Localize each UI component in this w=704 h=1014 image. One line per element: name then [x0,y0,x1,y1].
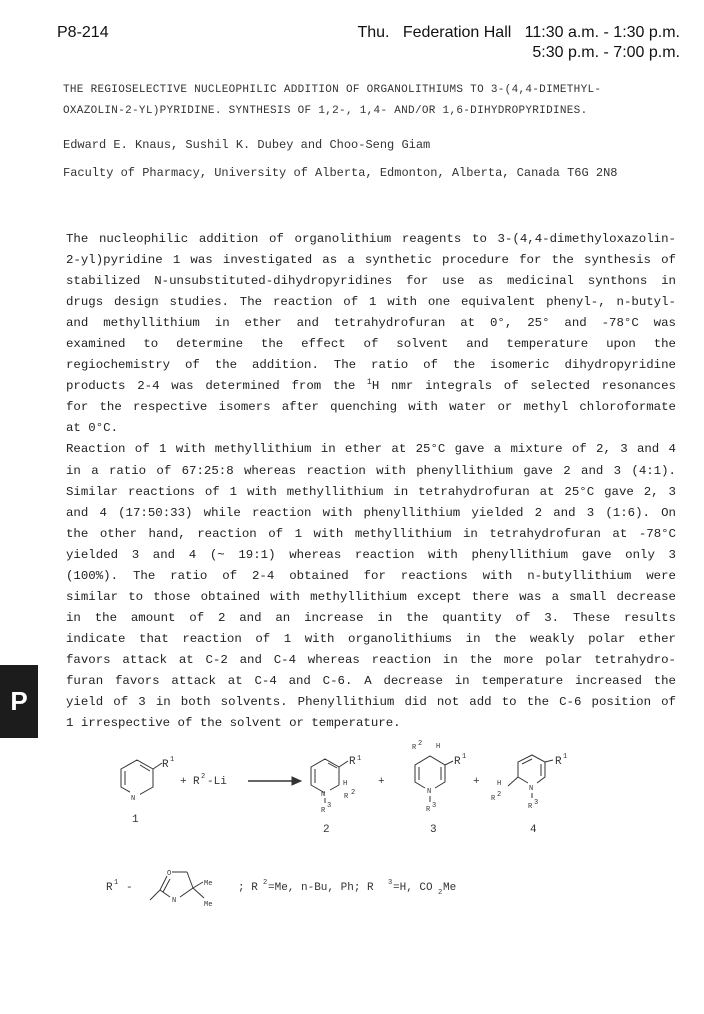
r1-label: R [162,759,169,771]
abstract-line: in the amount of 2 and an increase in the quantity of 3. These results [66,610,676,625]
nitrogen-label: N [427,788,432,796]
session-day: Thu. [357,24,390,41]
plus-sign: + [473,776,480,788]
abstract-line: and 4 (17:50:33) while reaction with phenyllithium yielded 2 and 3 (1:6). On [66,505,676,520]
superscript: 3 [327,802,332,810]
compound-label-1: 1 [132,814,139,826]
superscript: 3 [534,799,539,807]
substituents-text: =Me, n-Bu, Ph; R [268,882,374,894]
abstract-line: examined to determine the effect of solvent and temperature upon the [66,337,676,352]
abstract-line: furan favors attack at C-4 and C-6. A decrease in temperature increased the [66,673,676,688]
reagent: R [193,776,200,788]
methyl-label: Me [204,901,213,909]
hydrogen-label: H [497,780,502,788]
superscript: 1 [170,756,175,764]
r2-label: R [412,744,417,752]
reagent-tail: -Li [207,776,227,788]
abstract-line: yielded 3 and 4 (~ 19:1) whereas reaction with phenyllithium gave only 3 [66,547,676,562]
compound-label-2: 2 [323,824,330,836]
session-time-1: 11:30 a.m. - 1:30 p.m. [524,24,680,41]
abstract-line: drugs design studies. The reaction of 1 with one equivalent phenyl-, n-butyl- [66,295,676,310]
r2-label: R [491,795,496,803]
superscript: 2 [201,773,206,781]
hydrogen-label: H [436,743,441,751]
superscript: 3 [388,879,393,887]
abstract-line: products 2-4 was determined from the $^1$H nmr integrals of selected resonances [66,378,676,394]
oxygen-label: O [167,870,172,878]
substituents-text: Me [443,882,457,894]
substituents-text: ; R [238,882,258,894]
r3-label: R [528,803,533,811]
abstract-body [66,229,676,734]
oxazoline-substituent-definition [106,870,456,909]
affiliation: Faculty of Pharmacy, University of Alberta, Edmonton, Alberta, Canada T6G 2N8 [63,166,618,180]
nitrogen-label: N [529,785,534,793]
superscript: 1 [563,753,568,761]
methyl-label: Me [204,880,213,888]
abstract-line: stabilized N-unsubstituted-dihydropyridines for use as medicinal synthons in [66,274,676,289]
r1-label: R [349,756,356,768]
compound-label-3: 3 [430,824,437,836]
superscript: 1 [357,755,362,763]
nitrogen-label: N [131,795,136,803]
session-time-2: 5:30 p.m. - 7:00 p.m. [532,44,680,61]
superscript: 2 [351,789,356,797]
superscript: 2 [263,879,268,887]
abstract-code: P8-214 [57,24,109,41]
reaction-scheme [90,740,670,920]
abstract-line: 1 irrespective of the solvent or temperature. [66,716,401,731]
dihydropyridine-structure-2 [311,755,361,836]
dihydropyridine-structure-4 [491,753,567,836]
abstract-line: in a ratio of 67:25:8 whereas reaction with phenyllithium gave 2 and 3 (4:1). [66,463,676,478]
superscript: 2 [497,791,502,799]
hydrogen-label: H [343,780,348,788]
r1-label: R [106,882,113,894]
substituents-text: =H, CO [393,882,433,894]
superscript: 2 [418,740,423,748]
superscript: 3 [432,802,437,810]
abstract-line: at 0°C. [66,421,119,436]
dash: - [126,882,133,894]
abstract-line: 2-yl)pyridine 1 was investigated as a synthetic procedure for the synthesis of [66,253,676,268]
title-line-1: THE REGIOSELECTIVE NUCLEOPHILIC ADDITION OF ORGANOLITHIUMS TO 3-(4,4-DIMETHYL- [63,84,602,96]
abstract-line: (100%). The ratio of 2-4 obtained for reactions with n-butyllithium were [66,568,676,583]
abstract-line: Similar reactions of 1 with methyllithium in tetrahydrofuran at 25°C gave 2, 3 [66,484,676,499]
abstract-line: Reaction of 1 with methyllithium in ether at 25°C gave a mixture of 2, 3 and 4 [66,442,676,457]
abstract-line: and methyllithium in ether and tetrahydrofuran at 0°, 25° and -78°C was [66,316,676,331]
abstract-line: The nucleophilic addition of organolithium reagents to 3-(4,4-dimethyloxazolin- [66,232,676,246]
subscript: 2 [438,889,443,897]
pyridine-structure-1 [121,756,174,826]
compound-label-4: 4 [530,824,537,836]
nitrogen-label: N [172,897,177,905]
nitrogen-label: N [321,791,326,799]
r3-label: R [426,806,431,814]
abstract-line: similar to those obtained with methyllithium except there was a small decrease [66,589,676,604]
superscript: 1 [367,378,372,388]
abstract-line: indicate that reaction of 1 with organolithiums in the weakly polar ether [66,631,676,646]
r1-label: R [555,756,562,768]
section-tab: P [0,665,38,738]
abstract-line: regiochemistry of the addition. The ratio of the isomeric dihydropyridine [66,358,676,373]
session-info [357,24,680,42]
dihydropyridine-structure-3 [412,740,466,836]
abstract-line: for the respective isomers after quenching with water or methyl chloroformate [66,400,676,415]
session-location: Federation Hall [402,24,512,41]
abstract-line: the other hand, reaction of 1 with methyllithium in tetrahydrofuran at -78°C [66,526,676,541]
plus-sign: + [180,776,187,788]
r3-label: R [321,807,326,815]
superscript: 1 [114,879,119,887]
reaction-arrow [248,777,301,785]
abstract-line: favors attack at C-2 and C-4 whereas reaction in the more polar tetrahydro- [66,652,676,667]
authors: Edward E. Knaus, Sushil K. Dubey and Choo-Seng Giam [63,138,431,152]
r1-label: R [454,756,461,768]
abstract-line: yield of 3 in both solvents. Phenyllithium did not add to the C-6 position of [66,695,676,710]
r2-label: R [344,793,349,801]
plus-sign: + [378,776,385,788]
title-line-2: OXAZOLIN-2-YL)PYRIDINE. SYNTHESIS OF 1,2-, 1,4- AND/OR 1,6-DIHYDROPYRIDINES. [63,105,588,117]
superscript: 1 [462,753,467,761]
